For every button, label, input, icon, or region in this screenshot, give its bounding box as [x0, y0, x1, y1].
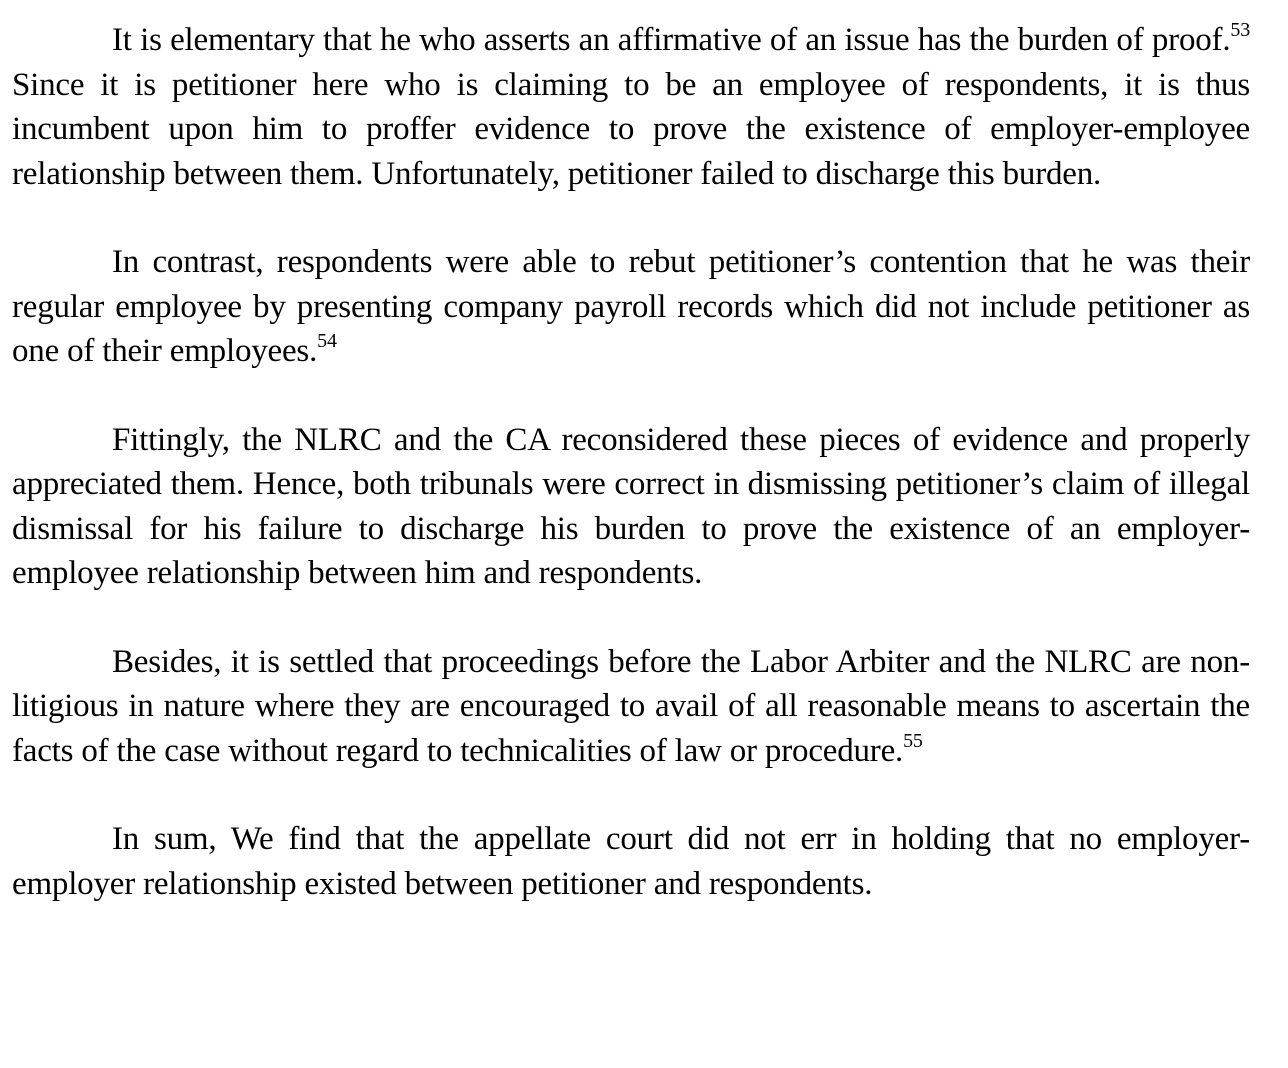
paragraph-text: It is elementary that he who asserts an affirmative of an issue has the burden of proof. — [112, 22, 1231, 58]
paragraph-conclusion — [12, 817, 1250, 906]
paragraph-text: In sum, We find that the appellate court did not err in holding that no employer-employer relationship existed between petitioner and respondents. — [12, 821, 1250, 902]
footnote-reference: 54 — [317, 330, 337, 352]
paragraph-text: In contrast, respondents were able to rebut petitioner’s contention that he was their regular employee by presenting company payroll records which did not include petitioner as one of their employees. — [12, 244, 1250, 369]
paragraph-text: Fittingly, the NLRC and the CA reconsidered these pieces of evidence and properly appreciated them. Hence, both tribunals were correct in dismissing petitioner’s claim of illegal dismissal for his failure to discharge his burden to prove the existence of an employer-employee relationship between him and respondents. — [12, 421, 1250, 591]
footnote-reference: 55 — [903, 729, 923, 752]
paragraph-payroll-records — [12, 240, 1250, 374]
paragraph-text: Since it is petitioner here who is claiming to be an employee of respondents, it is thus incumbent upon him to proffer evidence to prove the existence of employer-employee relationship between them. Unfortunately, petitioner failed to discharge this burden. — [12, 66, 1250, 192]
paragraph-tribunals-correct — [12, 418, 1250, 596]
footnote-reference: 53 — [1230, 19, 1250, 41]
paragraph-text: Besides, it is settled that proceedings before the Labor Arbiter and the NLRC are non-litigious in nature where they are encouraged to avail of all reasonable means to ascertain the facts of the case without regard to technicalities of law or procedure. — [12, 643, 1250, 769]
paragraph-non-litigious — [12, 640, 1250, 774]
paragraph-burden-of-proof — [12, 18, 1250, 196]
document-page — [12, 18, 1250, 906]
